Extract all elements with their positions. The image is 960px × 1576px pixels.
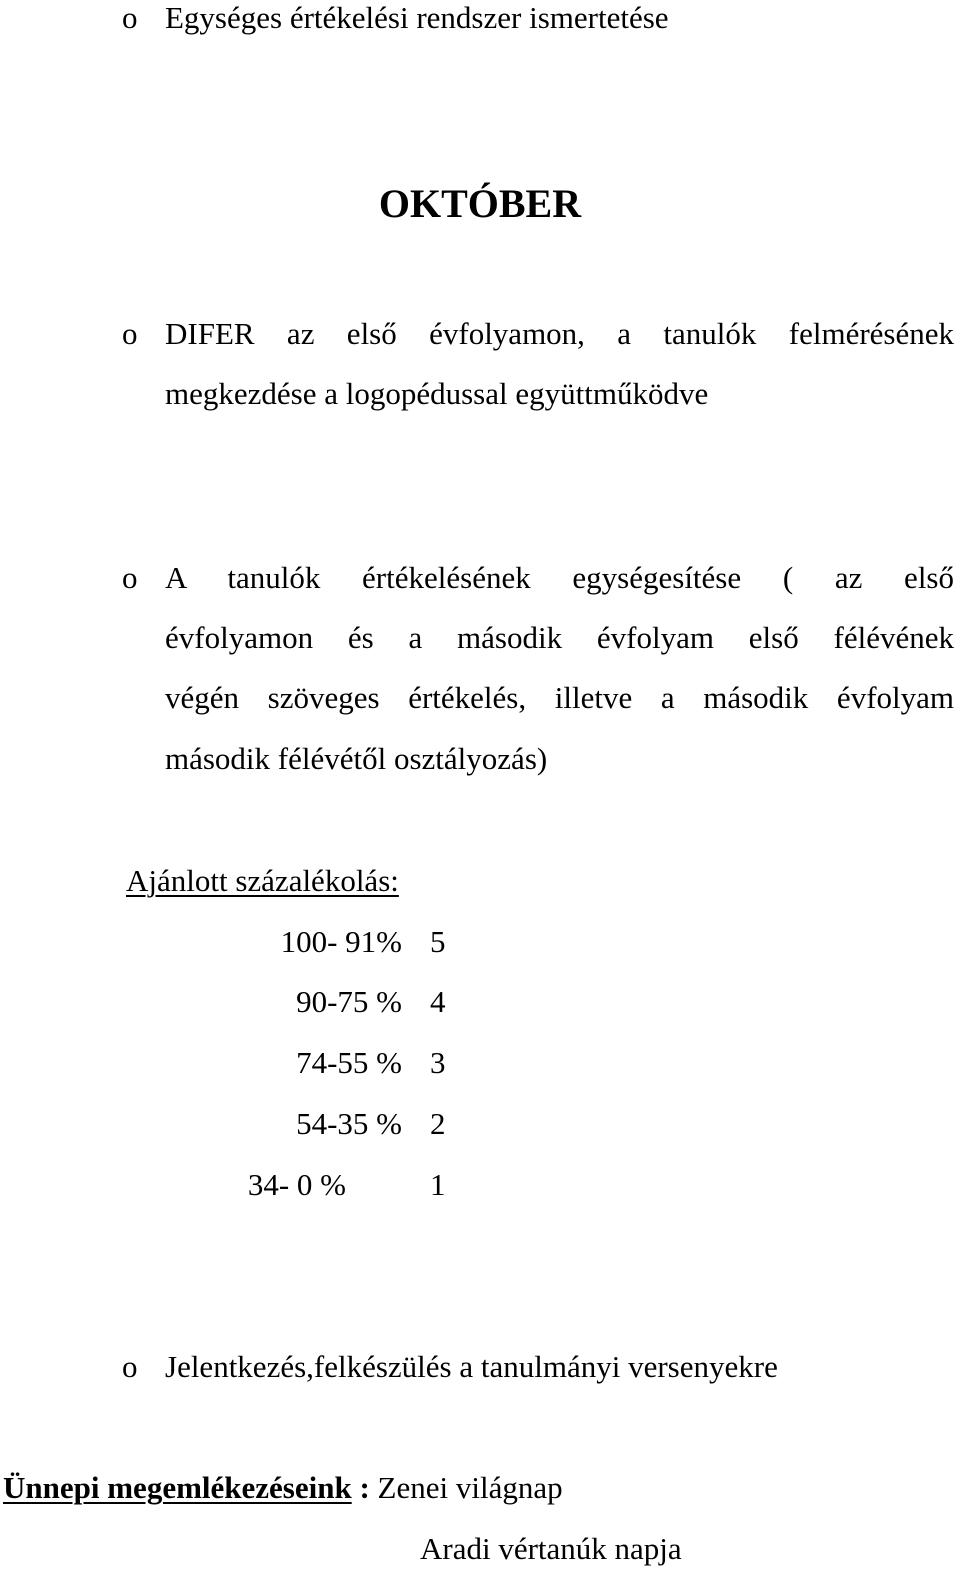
grading-range: 34- 0 % bbox=[247, 1167, 346, 1202]
list-item-unification-line-1: A tanulók értékelésének egységesítése ( az első bbox=[165, 560, 954, 595]
bullet-marker: o bbox=[122, 1349, 138, 1384]
list-item-evaluation-system: Egységes értékelési rendszer ismertetése bbox=[165, 0, 669, 35]
list-item-unification-line-3: végén szöveges értékelés, illetve a második évfolyam bbox=[165, 680, 954, 715]
bullet-marker: o bbox=[122, 316, 138, 351]
bullet-marker: o bbox=[122, 0, 138, 35]
grading-heading: Ajánlott százalékolás: bbox=[126, 863, 399, 898]
commemoration-event: Zenei világnap bbox=[377, 1470, 563, 1505]
grading-range: 90-75 % bbox=[296, 984, 402, 1019]
grading-grade: 2 bbox=[430, 1106, 446, 1141]
list-item-difer-line-1: DIFER az első évfolyamon, a tanulók felmérésének bbox=[165, 316, 954, 351]
commemorations-label: Ünnepi megemlékezéseink bbox=[3, 1470, 352, 1505]
commemoration-event: Aradi vértanúk napja bbox=[420, 1531, 682, 1566]
grading-grade: 1 bbox=[430, 1167, 446, 1202]
list-item-competitions: Jelentkezés,felkészülés a tanulmányi versenyekre bbox=[165, 1349, 778, 1384]
list-item-difer-line-2: megkezdése a logopédussal együttműködve bbox=[165, 376, 709, 411]
grading-range: 54-35 % bbox=[296, 1106, 402, 1141]
commemorations-separator: : bbox=[351, 1470, 378, 1505]
commemorations-line bbox=[3, 1472, 563, 1503]
list-item-unification-line-2: évfolyamon és a második évfolyam első félévének bbox=[165, 620, 954, 655]
list-item-unification-line-4: második félévétől osztályozás) bbox=[165, 741, 548, 776]
grading-grade: 4 bbox=[430, 984, 446, 1019]
grading-grade: 5 bbox=[430, 924, 446, 959]
grading-grade: 3 bbox=[430, 1045, 446, 1080]
grading-range: 74-55 % bbox=[296, 1045, 402, 1080]
page-title: OKTÓBER bbox=[378, 181, 582, 226]
grading-range: 100- 91% bbox=[280, 924, 402, 959]
bullet-marker: o bbox=[122, 560, 138, 595]
